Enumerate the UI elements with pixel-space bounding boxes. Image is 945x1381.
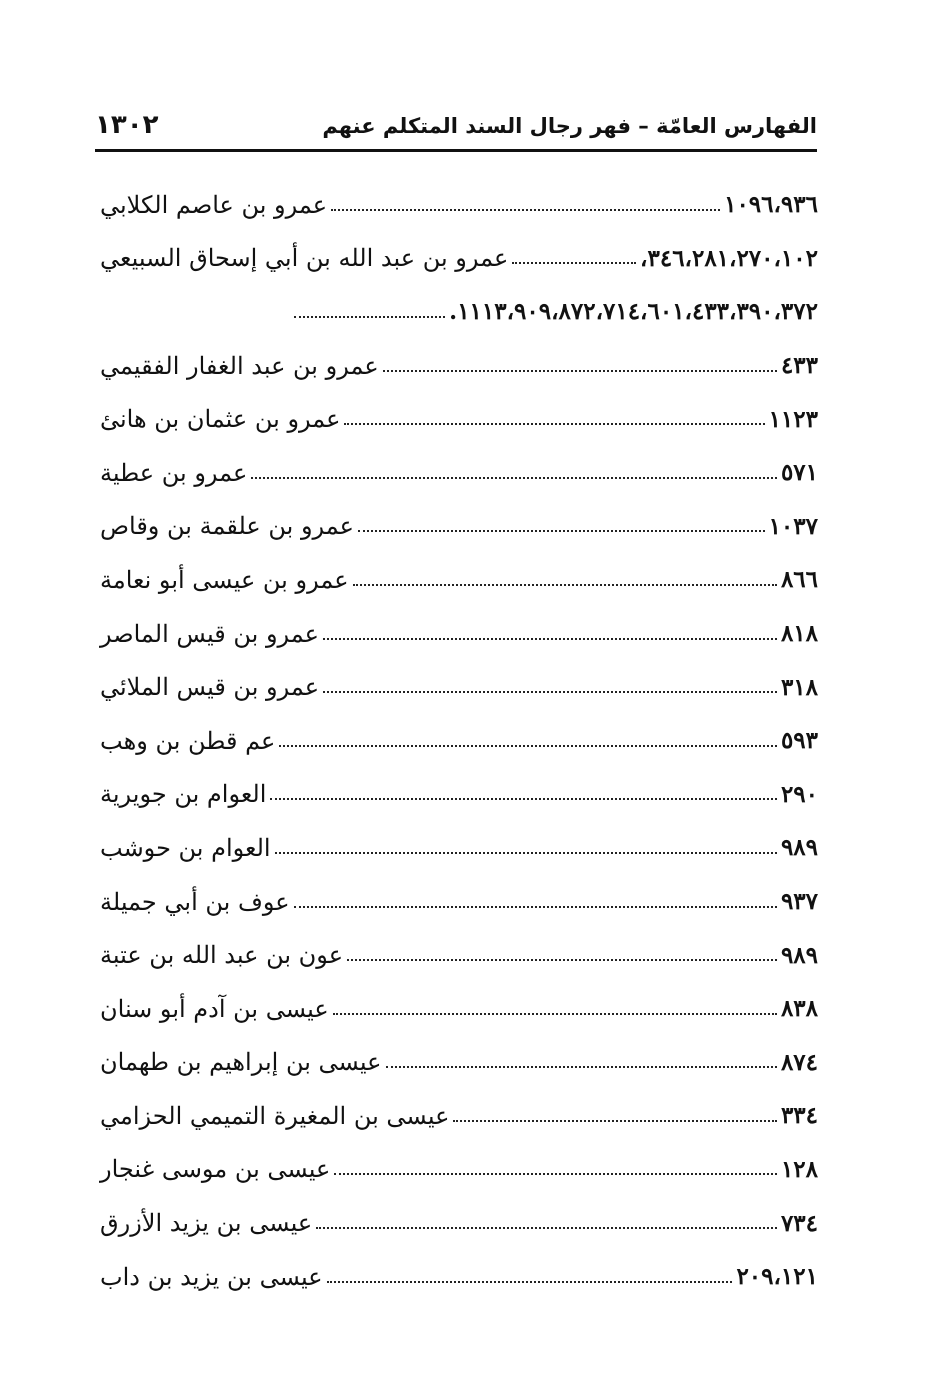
index-entry <box>100 446 818 500</box>
entry-name: عيسى بن آدم أبو سنان <box>100 994 329 1023</box>
entry-name: عمرو بن عطية <box>100 458 248 487</box>
entry-pages: ١١٢٣ <box>768 405 818 433</box>
entry-name: عون بن عبد الله بن عتبة <box>100 941 344 970</box>
dot-leader <box>327 1281 733 1283</box>
index-entry-continuation <box>100 285 818 339</box>
index-entry <box>100 821 818 875</box>
header-rule <box>95 149 817 152</box>
index-entry <box>100 1143 818 1197</box>
entry-name: عوف بن أبي جميلة <box>100 887 290 916</box>
entry-pages: ٩٨٩ <box>780 834 818 862</box>
dot-leader <box>358 530 765 532</box>
dot-leader <box>323 691 777 693</box>
index-entry <box>100 339 818 393</box>
dot-leader <box>347 959 777 961</box>
entry-pages: ٣٤٦،٢٨١،٢٧٠،١٠٢، <box>640 244 818 272</box>
entry-name: عيسى بن يزيد الأزرق <box>100 1209 313 1238</box>
entry-name: عيسى بن إبراهيم بن طهمان <box>100 1048 382 1077</box>
entry-name: عمرو بن عاصم الكلابي <box>100 190 328 219</box>
entry-pages: ٨٣٨ <box>780 995 818 1023</box>
entry-pages: ٢٠٩،١٢١ <box>736 1263 818 1291</box>
dot-leader <box>353 584 777 586</box>
entry-pages: ٩٨٩ <box>780 941 818 969</box>
dot-leader <box>344 423 764 425</box>
index-entry <box>100 875 818 929</box>
entry-pages: ٩٣٧ <box>780 888 818 916</box>
entry-name: عمرو بن علقمة بن وقاص <box>100 512 354 541</box>
entry-pages: ١٠٩٦،٩٣٦ <box>724 191 818 219</box>
entry-name: عمرو بن قيس الماصر <box>100 619 319 648</box>
dot-leader <box>275 852 777 854</box>
index-entry <box>100 553 818 607</box>
index-entry <box>100 982 818 1036</box>
entry-pages: ١٠٣٧ <box>768 512 818 540</box>
entry-pages: ٤٣٣ <box>780 352 818 380</box>
entry-pages: ٣٣٤ <box>780 1102 818 1130</box>
entry-name: عيسى بن المغيرة التميمي الحزامي <box>100 1101 450 1130</box>
entry-name: عمرو بن عبد الله بن أبي إسحاق السبيعي <box>100 244 509 273</box>
running-title: الفهارس العامّة – فهر رجال السند المتكلم عنهم <box>322 114 817 138</box>
index-entry <box>100 714 818 768</box>
entry-pages: ٣١٨ <box>780 673 818 701</box>
entry-pages: ٨٧٤ <box>780 1048 818 1076</box>
dot-leader <box>453 1120 777 1122</box>
dot-leader <box>251 477 777 479</box>
index-entry <box>100 1089 818 1143</box>
entry-name: عيسى بن يزيد بن داب <box>100 1262 323 1291</box>
entry-pages: ١١١٣،٩٠٩،٨٧٢،٧١٤،٦٠١،٤٣٣،٣٩٠،٣٧٢. <box>449 298 818 326</box>
entry-name: عمرو بن عبد الغفار الفقيمي <box>100 351 379 380</box>
dot-leader <box>512 262 636 264</box>
dot-leader <box>333 1013 777 1015</box>
entry-pages: ٥٩٣ <box>780 727 818 755</box>
index-entry <box>100 768 818 822</box>
index-entry <box>100 178 818 232</box>
dot-leader <box>323 638 777 640</box>
dot-leader <box>386 1066 777 1068</box>
index-entry <box>100 500 818 554</box>
entry-name: عيسى بن موسى غنجار <box>100 1155 331 1184</box>
entry-pages: ٨٦٦ <box>780 566 818 594</box>
entry-name: عم قطن بن وهب <box>100 726 276 755</box>
entry-name: العوام بن حوشب <box>100 833 271 862</box>
index-entry <box>100 1196 818 1250</box>
dot-leader <box>294 316 445 318</box>
dot-leader <box>383 370 777 372</box>
entry-pages: ٨١٨ <box>780 620 818 648</box>
entry-pages: ٢٩٠ <box>780 780 818 808</box>
dot-leader <box>294 906 777 908</box>
entry-pages: ٥٧١ <box>780 459 818 487</box>
entry-pages: ٧٣٤ <box>780 1209 818 1237</box>
dot-leader <box>331 209 720 211</box>
entry-name: عمرو بن عيسى أبو نعامة <box>100 565 349 594</box>
index-entry <box>100 232 818 286</box>
page-number: ١٣٠٢ <box>95 110 159 140</box>
index-entry <box>100 392 818 446</box>
dot-leader <box>270 798 777 800</box>
dot-leader <box>334 1173 777 1175</box>
page-header <box>95 110 817 148</box>
index-entry <box>100 928 818 982</box>
entry-name: عمرو بن قيس الملائي <box>100 673 320 702</box>
index-entry <box>100 660 818 714</box>
index-entry <box>100 1036 818 1090</box>
entry-name: العوام بن جويرية <box>100 780 267 809</box>
entry-pages: ١٢٨ <box>780 1155 818 1183</box>
dot-leader <box>279 745 777 747</box>
index-entry <box>100 607 818 661</box>
entry-name: عمرو بن عثمان بن هانئ <box>100 405 341 434</box>
index-entries <box>100 178 818 1303</box>
index-entry <box>100 1250 818 1304</box>
dot-leader <box>316 1227 777 1229</box>
